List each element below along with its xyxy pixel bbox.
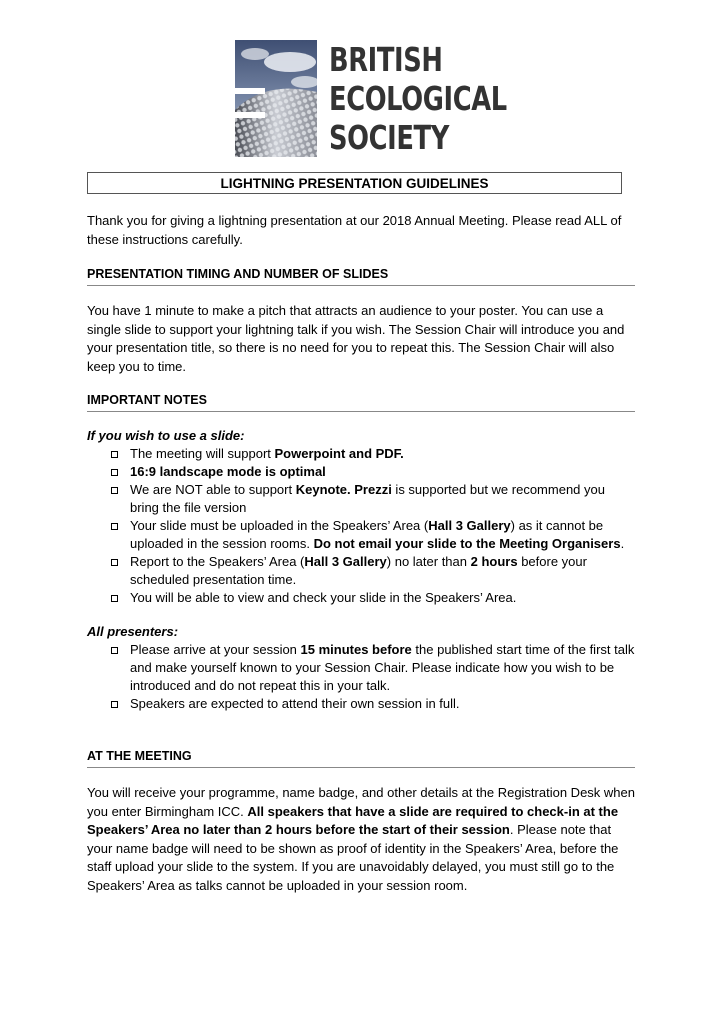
section-heading-at-the-meeting: AT THE MEETING xyxy=(87,748,635,768)
checkbox-bullet-icon xyxy=(111,469,118,476)
list-item: You will be able to view and check your slide in the Speakers’ Area. xyxy=(87,589,635,607)
slide-subheading: If you wish to use a slide: xyxy=(87,428,245,443)
checkbox-bullet-icon xyxy=(111,647,118,654)
all-presenters-list xyxy=(87,641,635,713)
checkbox-bullet-icon xyxy=(111,595,118,602)
list-item: Please arrive at your session 15 minutes before the published start time of the first talk and make yourself known to your Session Chair. Please indicate how you wish to be introduced and do not repeat this in your talk. xyxy=(87,641,635,695)
list-item: Your slide must be uploaded in the Speakers’ Area (Hall 3 Gallery) as it cannot be uploaded in the session rooms. Do not email your slide to the Meeting Organisers. xyxy=(87,517,635,553)
checkbox-bullet-icon xyxy=(111,701,118,708)
timing-paragraph: You have 1 minute to make a pitch that attracts an audience to your poster. You can use a single slide to support your lightning talk if you wish. The Session Chair will introduce you and your presentation title, so there is no need for you to repeat this. The Session Chair will also keep you to time. xyxy=(87,303,625,374)
section-heading-timing: PRESENTATION TIMING AND NUMBER OF SLIDES xyxy=(87,266,635,286)
list-item: Report to the Speakers’ Area (Hall 3 Gallery) no later than 2 hours before your scheduled presentation time. xyxy=(87,553,635,589)
logo-line-1: BRITISH xyxy=(329,40,443,79)
logo-wordmark xyxy=(329,40,507,157)
all-presenters-subheading: All presenters: xyxy=(87,624,179,639)
section-heading-important-notes: IMPORTANT NOTES xyxy=(87,392,635,412)
list-item: The meeting will support Powerpoint and PDF. xyxy=(87,445,635,463)
british-ecological-society-logo xyxy=(235,40,507,158)
list-item: 16:9 landscape mode is optimal xyxy=(87,463,635,481)
logo-building-image xyxy=(235,40,317,157)
checkbox-bullet-icon xyxy=(111,487,118,494)
list-item: We are NOT able to support Keynote. Prezzi is supported but we recommend you bring the file version xyxy=(87,481,635,517)
logo-line-3: SOCIETY xyxy=(329,118,449,157)
checkbox-bullet-icon xyxy=(111,523,118,530)
intro-paragraph: Thank you for giving a lightning presentation at our 2018 Annual Meeting. Please read ALL of these instructions carefully. xyxy=(87,213,622,247)
checkbox-bullet-icon xyxy=(111,451,118,458)
list-item: Speakers are expected to attend their own session in full. xyxy=(87,695,635,713)
logo-line-2: ECOLOGICAL xyxy=(329,79,507,118)
slide-notes-list xyxy=(87,445,635,607)
document-title: LIGHTNING PRESENTATION GUIDELINES xyxy=(87,172,622,194)
checkbox-bullet-icon xyxy=(111,559,118,566)
meeting-paragraph: You will receive your programme, name badge, and other details at the Registration Desk when you enter Birmingham ICC. All speakers that have a slide are required to check-in at the Speakers’ Area no later than 2 hours before the start of their session. Please note that your name badge will need to be shown as proof of identity in the Speakers’ Area, before the staff upload your slide to the system. If you are unavoidably delayed, you must still go to the Speakers’ Area as talks cannot be uploaded in your session room. xyxy=(87,785,635,893)
